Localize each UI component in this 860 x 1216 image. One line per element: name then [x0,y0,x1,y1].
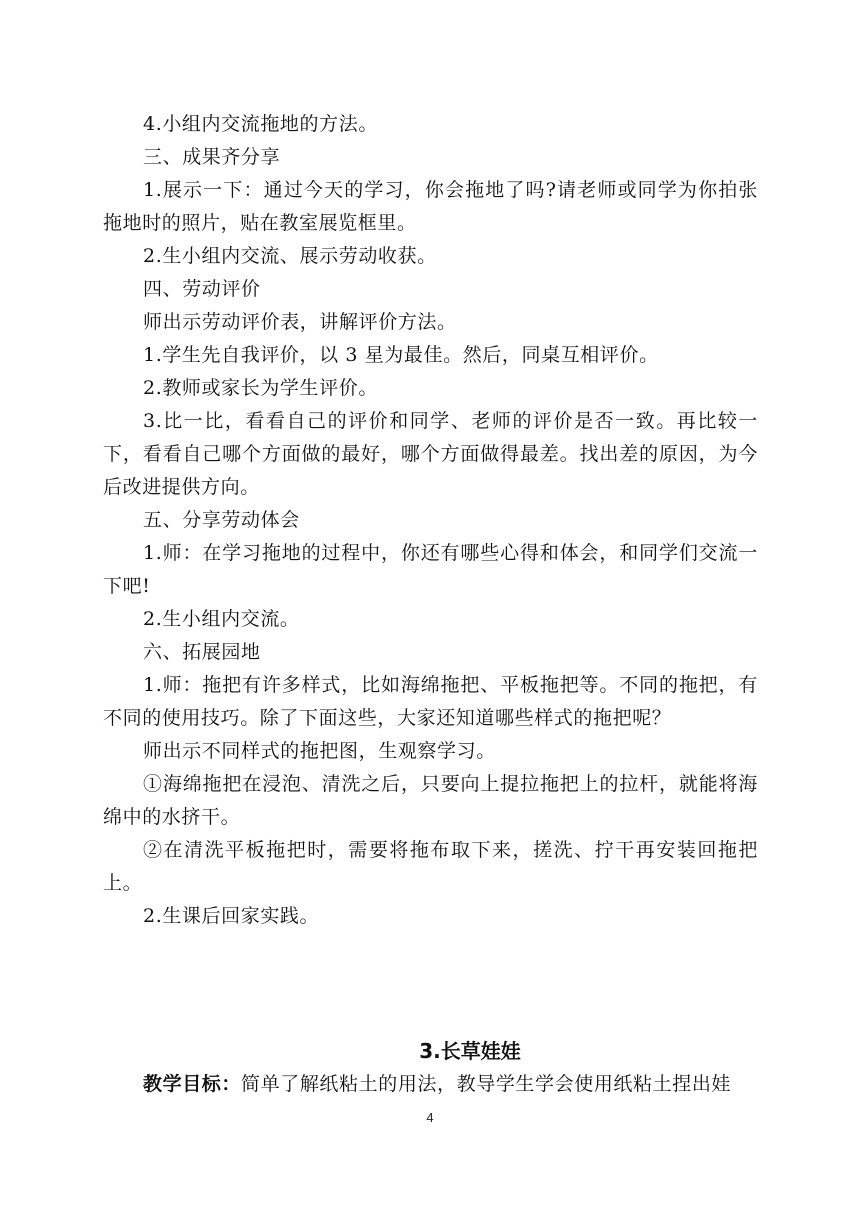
paragraph: 师出示不同样式的拖把图，生观察学习。 [143,740,496,762]
teaching-objective [103,1068,758,1101]
paragraph: 1.师：拖把有许多样式，比如海绵拖把、平板拖把等。不同的拖把，有不同的使用技巧。除了下面这些，大家还知道哪些样式的拖把呢？ [103,674,758,729]
section-title: 3.长草娃娃 [419,1039,521,1063]
page-number: 4 [426,1110,434,1125]
section-heading: 三、成果齐分享 [143,146,281,168]
paragraph: 2.生小组内交流、展示劳动收获。 [143,245,437,267]
objective-text: 简单了解纸粘土的用法，教导学生学会使用纸粘土捏出娃 [241,1073,732,1095]
paragraph: 4.小组内交流拖地的方法。 [143,113,378,135]
objective-label: 教学目标： [143,1073,242,1095]
paragraph: 2.生课后回家实践。 [143,905,320,927]
paragraph: ②在清洗平板拖把时，需要将拖布取下来，搓洗、拧干再安装回拖把上。 [103,839,758,894]
section-heading: 六、拓展园地 [143,641,261,663]
paragraph: ①海绵拖把在浸泡、清洗之后，只要向上提拉拖把上的拉杆，就能将海绵中的水挤干。 [103,773,758,828]
paragraph: 1.学生先自我评价，以 3 星为最佳。然后，同桌互相评价。 [143,344,659,366]
paragraph: 师出示劳动评价表，讲解评价方法。 [143,311,457,333]
paragraph: 2.生小组内交流。 [143,608,300,630]
section-heading: 四、劳动评价 [143,278,261,300]
paragraph: 1.展示一下：通过今天的学习，你会拖地了吗?请老师或同学为你拍张拖地时的照片，贴在教室展览框里。 [103,179,758,234]
section-heading: 五、分享劳动体会 [143,509,300,531]
paragraph: 1.师：在学习拖地的过程中，你还有哪些心得和体会，和同学们交流一下吧! [103,542,758,597]
paragraph: 3.比一比，看看自己的评价和同学、老师的评价是否一致。再比较一下，看看自己哪个方面做的最好，哪个方面做得最差。找出差的原因，为今后改进提供方向。 [103,410,758,498]
paragraph: 2.教师或家长为学生评价。 [143,377,378,399]
